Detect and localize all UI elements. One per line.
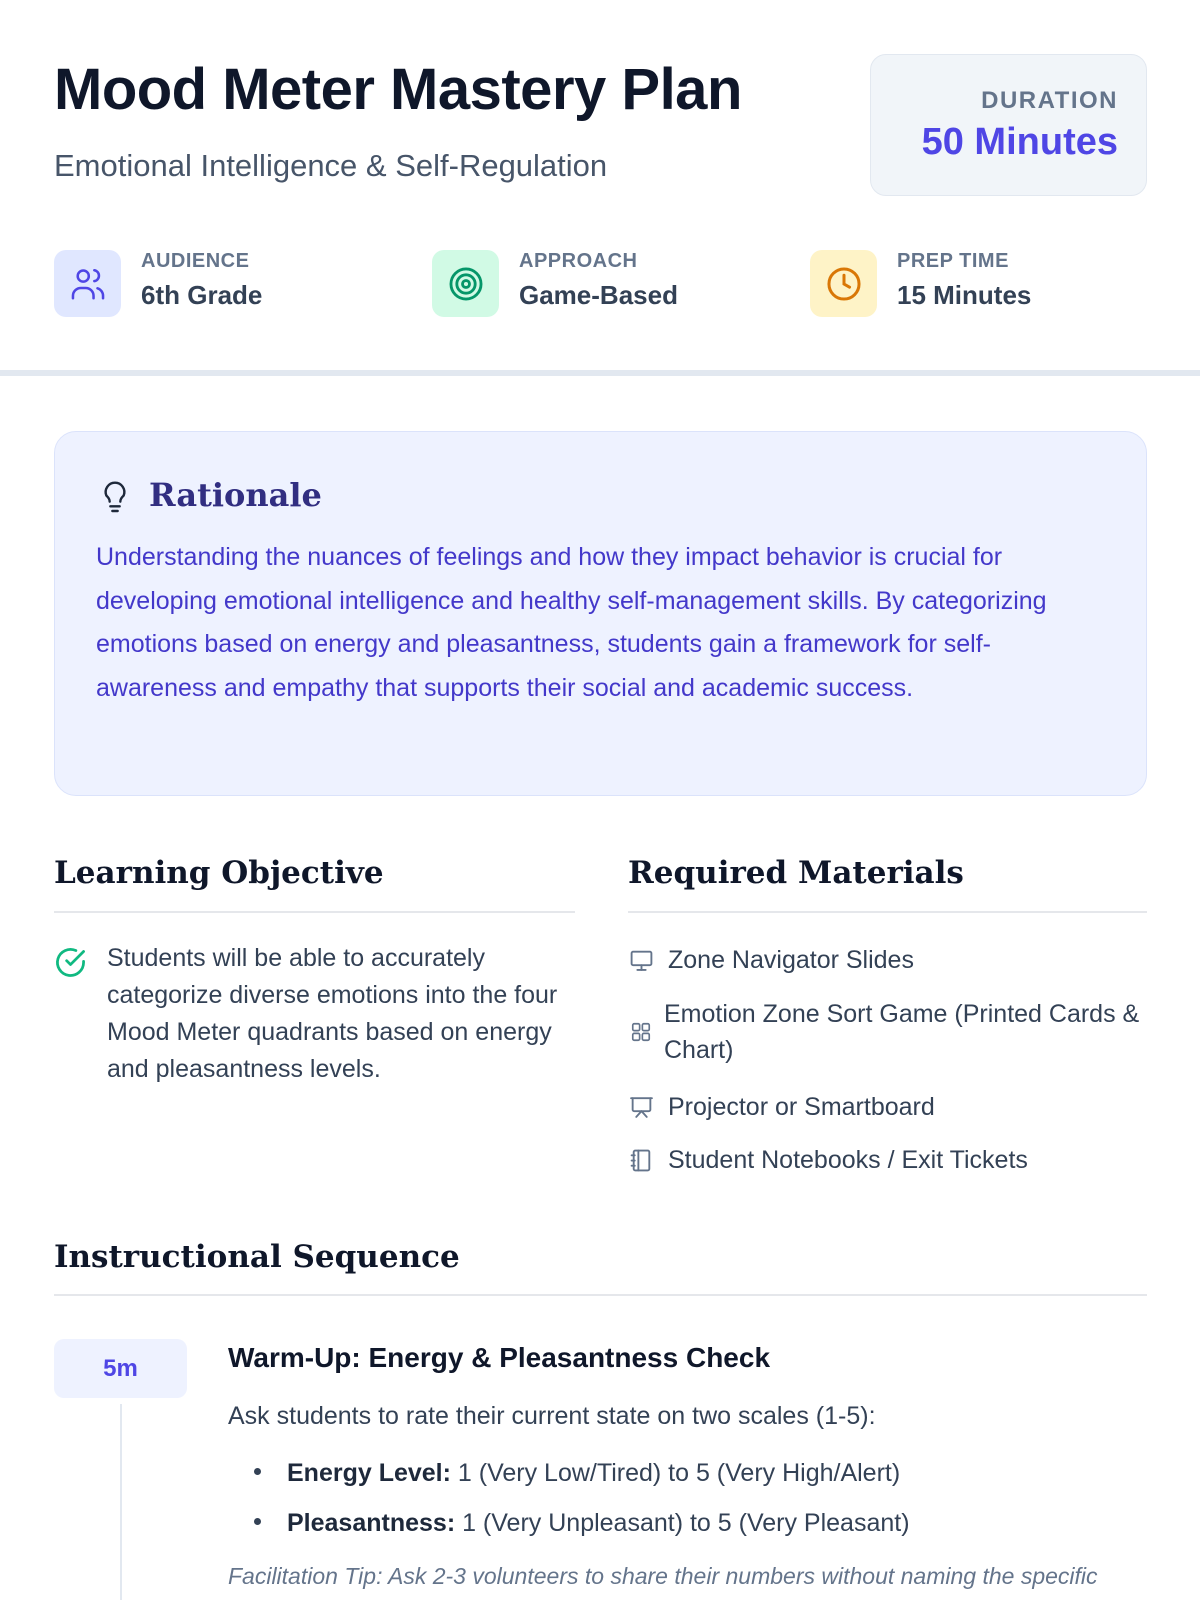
sequence-divider <box>54 1294 1147 1296</box>
materials-heading: Required Materials <box>628 855 964 891</box>
step-description: Ask students to rate their current state on two scales (1-5): <box>228 1402 876 1430</box>
meta-prep-label: PREP TIME <box>897 250 1009 272</box>
material-item <box>628 1142 1028 1178</box>
check-circle-icon <box>54 946 87 984</box>
bullet-text: 1 (Very Unpleasant) to 5 (Very Pleasant) <box>455 1509 910 1537</box>
timeline-line <box>120 1404 122 1600</box>
header-divider <box>0 370 1200 376</box>
material-item <box>628 996 1144 1068</box>
objective-text: Students will be able to accurately categorize diverse emotions into the four Mood Meter quadrants based on energy and pleasantness levels. <box>107 944 558 1083</box>
meta-audience-value: 6th Grade <box>141 280 263 310</box>
material-item <box>628 1089 935 1125</box>
bullet-term: Pleasantness: <box>287 1509 456 1537</box>
materials-divider <box>628 911 1147 913</box>
monitor-icon <box>628 947 654 973</box>
target-icon <box>432 250 499 317</box>
page-subtitle: Emotional Intelligence & Self-Regulation <box>54 148 608 183</box>
material-label: Emotion Zone Sort Game (Printed Cards & Chart) <box>664 1000 1140 1064</box>
meta-prep-value: 15 Minutes <box>897 280 1032 310</box>
rationale-card <box>54 431 1147 796</box>
material-label: Projector or Smartboard <box>668 1093 935 1121</box>
bullet-term: Energy Level: <box>287 1459 451 1487</box>
users-icon <box>54 250 121 317</box>
step-bullet <box>254 1459 900 1488</box>
lightbulb-icon <box>99 476 131 519</box>
lesson-header <box>0 0 1200 376</box>
grid-icon <box>628 1019 654 1045</box>
duration-card <box>870 54 1147 196</box>
meta-audience-label: AUDIENCE <box>141 250 250 272</box>
clock-icon <box>810 250 877 317</box>
rationale-title: Rationale <box>149 476 322 514</box>
meta-approach-value: Game-Based <box>519 280 678 310</box>
objective-heading: Learning Objective <box>54 855 384 891</box>
bullet-dot <box>254 1518 261 1525</box>
meta-approach-label: APPROACH <box>519 250 638 272</box>
rationale-body: Understanding the nuances of feelings and how they impact behavior is crucial for developing emotional intelligence and healthy self-management skills. By categorizing emotions based on energy and pleasantness, students gain a framework for self-awareness and empathy that supports their social and academic success. <box>96 543 1047 702</box>
material-label: Zone Navigator Slides <box>668 946 914 974</box>
presentation-icon <box>628 1094 654 1120</box>
objective-divider <box>54 911 575 913</box>
facilitation-tip: Facilitation Tip: Ask 2-3 volunteers to share their numbers without naming the specific <box>228 1563 1098 1589</box>
sequence-heading: Instructional Sequence <box>54 1239 460 1275</box>
page-title: Mood Meter Mastery Plan <box>54 57 742 122</box>
notebook-icon <box>628 1147 654 1173</box>
step-time-badge: 5m <box>54 1339 187 1398</box>
step-bullet <box>254 1509 910 1538</box>
step-title: Warm-Up: Energy & Pleasantness Check <box>228 1342 771 1373</box>
bullet-text: 1 (Very Low/Tired) to 5 (Very High/Alert) <box>450 1459 901 1487</box>
material-item <box>628 942 914 978</box>
duration-label: DURATION <box>981 87 1118 114</box>
duration-value: 50 Minutes <box>921 121 1118 163</box>
bullet-dot <box>254 1468 261 1475</box>
material-label: Student Notebooks / Exit Tickets <box>668 1146 1028 1174</box>
